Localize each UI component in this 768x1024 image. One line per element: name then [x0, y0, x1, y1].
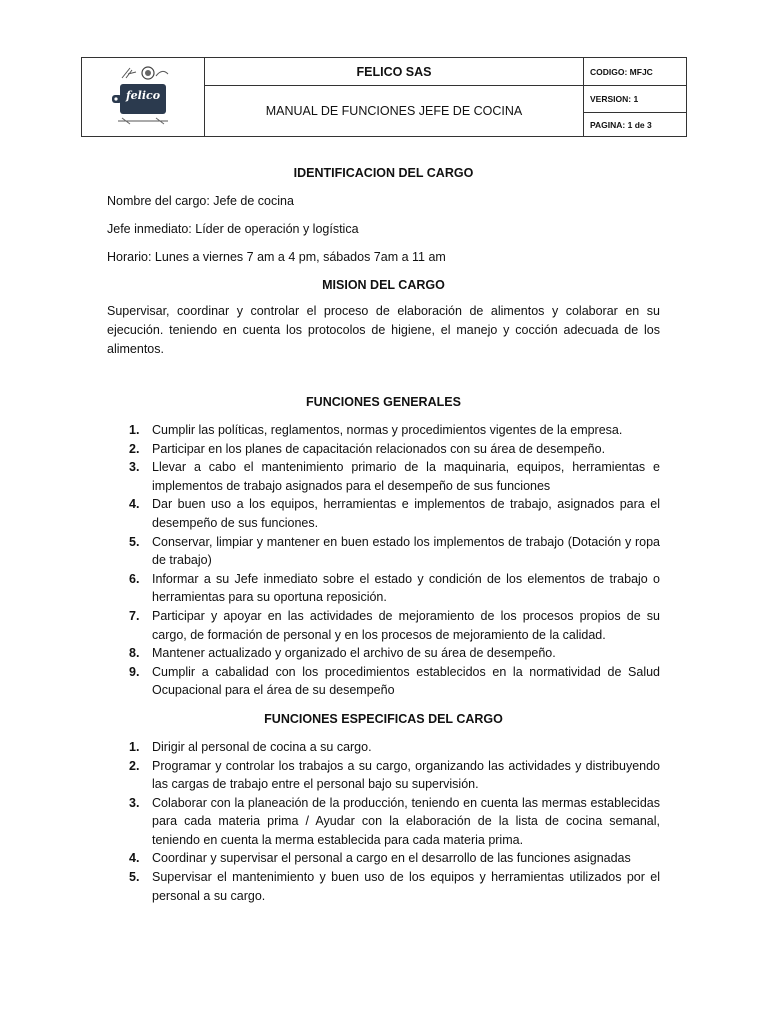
document-body: [107, 166, 660, 905]
list-item: 4. Coordinar y supervisar el personal a cargo en el desarrollo de las funciones asignadas: [129, 851, 631, 866]
list-item: 5. Supervisar el mantenimiento y buen uso de los equipos y herramientas utilizados por el personal a su cargo.: [129, 870, 660, 903]
list-item: 3. Colaborar con la planeación de la producción, teniendo en cuenta las mermas establecidas para cada materia prima / Ayudar con la elaboración de la lista de cocina semanal, teniendo en cuenta la merma establecida para cada materia prima.: [129, 795, 660, 847]
list-item: 4. Dar buen uso a los equipos, herramientas e implementos de trabajo, asignados para el desempeño de sus funciones.: [129, 497, 660, 530]
general-functions-list: [107, 421, 660, 700]
general-functions-heading: FUNCIONES GENERALES: [306, 395, 461, 409]
logo-text: felico: [125, 89, 161, 102]
list-item: 8. Mantener actualizado y organizado el archivo de su área de desempeño.: [129, 646, 556, 661]
mission-text: Supervisar, coordinar y controlar el proceso de elaboración de alimentos y colaborar en su ejecución. teniendo en cuenta los protocolos de higiene, el manejo y cocción adecuada de los alimentos.: [107, 304, 660, 356]
list-item: 7. Participar y apoyar en las actividades de mejoramiento de los procesos propios de su cargo, de formación de personal y en los procesos de mejoramiento de la calidad.: [129, 608, 660, 642]
work-schedule: Horario: Lunes a viernes 7 am a 4 pm, sábados 7am a 11 am: [107, 250, 446, 264]
document-code: CODIGO: MFJC: [584, 58, 687, 86]
specific-functions-list: [107, 738, 660, 905]
document-page-number: PAGINA: 1 de 3: [584, 113, 687, 137]
list-item: 3. Llevar a cabo el mantenimiento primario de la maquinaria, equipos, herramientas e implementos de trabajo asignados para el desempeño de sus funciones: [129, 460, 660, 493]
specific-functions-heading: FUNCIONES ESPECIFICAS DEL CARGO: [264, 711, 503, 726]
identification-heading: IDENTIFICACION DEL CARGO: [293, 166, 474, 180]
position-name: Nombre del cargo: Jefe de cocina: [107, 194, 294, 208]
list-item: 1. Dirigir al personal de cocina a su cargo.: [129, 739, 372, 754]
immediate-boss: Jefe inmediato: Líder de operación y logística: [107, 222, 359, 236]
logo-cell: [82, 58, 205, 137]
document-header-table: [81, 57, 687, 137]
list-item: 9. Cumplir a cabalidad con los procedimientos establecidos en la normatividad de Salud Ocupacional para el área de su desempeño: [129, 664, 660, 698]
list-item: 1. Cumplir las políticas, reglamentos, normas y procedimientos vigentes de la empresa.: [129, 423, 623, 437]
list-item: 5. Conservar, limpiar y mantener en buen estado los implementos de trabajo (Dotación y ropa de trabajo): [129, 534, 660, 568]
document-title: MANUAL DE FUNCIONES JEFE DE COCINA: [205, 86, 584, 137]
company-name: FELICO SAS: [205, 58, 584, 86]
list-item: 2. Participar en los planes de capacitación relacionados con su área de desempeño.: [129, 441, 606, 456]
felico-logo: [108, 64, 178, 130]
document-version: VERSION: 1: [584, 86, 687, 113]
mission-heading: MISION DEL CARGO: [322, 278, 445, 292]
list-item: 6. Informar a su Jefe inmediato sobre el estado y condición de los elementos de trabajo o herramientas para su oportuna reposición.: [129, 571, 660, 605]
list-item: 2. Programar y controlar los trabajos a su cargo, organizando las actividades y distribuyendo las cargas de trabajo entre el personal bajo su supervisión.: [129, 758, 660, 792]
